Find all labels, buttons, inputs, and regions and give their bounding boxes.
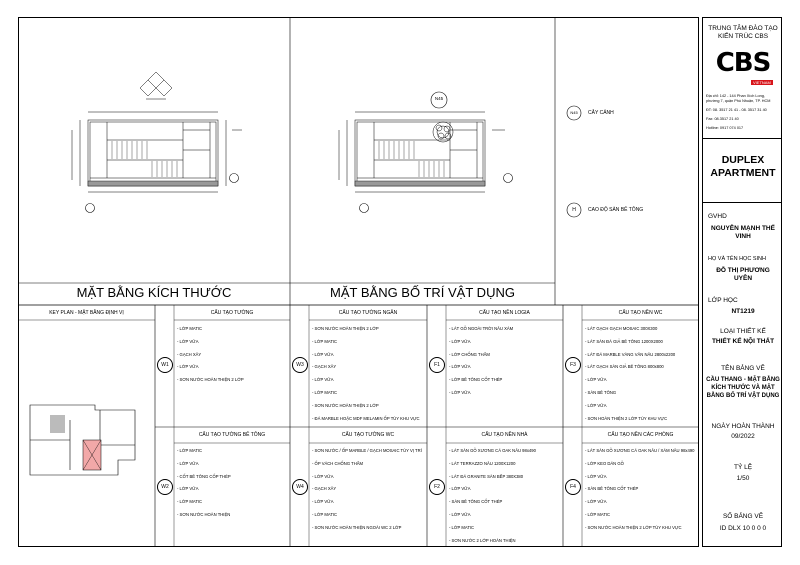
spec-item: - SƠN NƯỚC HOÀN THIỆN 2 LỚP [312, 402, 379, 408]
spec-item: - LỚP VỮA [449, 390, 471, 395]
spec-item: - LỚP MATIC [312, 512, 338, 517]
spec-item: - LÁT SÀN GỖ XƯƠNG CÁ OAK NÂU / XÁM NÂU 98x490 [585, 448, 695, 453]
phone: ĐT: 08. 3517 21 41 - 08. 3517 31 40 [706, 108, 767, 112]
drawing-name-label: TÊN BẢNG VẼ [721, 365, 765, 372]
spec-code: F2 [429, 479, 445, 495]
spec-title: CẤU TẠO TƯỜNG NGĂN [338, 310, 398, 316]
date-label: NGÀY HOÀN THÀNH [711, 423, 775, 430]
spec-item: - LÁT TERRAZZO NÂU 1200X1200 [449, 460, 516, 466]
project-name: DUPLEX APARTMENT [710, 154, 776, 179]
spec-title: CẤU TẠO TƯỜNG BÊ TÔNG [198, 432, 266, 438]
spec-title: CẤU TẠO NỀN LOGIA [479, 310, 530, 316]
spec-item: - LỚP VỮA [585, 473, 607, 479]
spec-item: - LÁT GẠCH GẠCH MOSAIC 300X300 [585, 326, 658, 331]
spec-item: - GẠCH XÂY [177, 351, 202, 357]
hotline: Hotline: 0917 074 017 [706, 126, 744, 130]
spec-item: - LÁT ĐÁ GRANITE SÀN BẾP 380X380 [449, 473, 524, 479]
spec-item: - LỚP VỮA [449, 512, 471, 517]
right-plan-title: MẶT BẰNG BỐ TRÍ VẬT DỤNG [330, 285, 515, 300]
spec-item: - LỚP MATIC [177, 499, 203, 505]
spec-item: - LỚP CHỐNG THẤM [449, 351, 490, 357]
spec-item: - LỚP VỮA [449, 338, 471, 344]
scale-value: 1/50 [736, 475, 750, 482]
spec-code: W1 [157, 357, 173, 373]
spec-item: - LỚP VỮA [312, 351, 334, 357]
spec-code: F3 [565, 357, 581, 373]
spec-item: - LỚP MATIC [312, 338, 338, 344]
gvhd-name: NGUYỄN MẠNH THẾ VINH [711, 225, 775, 240]
spec-title: CẤU TẠO NỀN CÁC PHÒNG [607, 432, 674, 438]
address-line-1: Địa chỉ: 142 - 144 Phan Xích Long, [706, 94, 765, 98]
spec-item: - LỚP BÊ TÔNG CỐT THÉP [449, 377, 503, 383]
class-label: LỚP HỌC [708, 297, 738, 304]
spec-item: - LỚP VỮA [585, 402, 607, 408]
spec-item: - LỚP KEO DÁN GỖ [585, 460, 624, 466]
spec-code: F4 [565, 479, 581, 495]
spec-item: - LỚP MATIC [585, 512, 611, 517]
spec-item: - SƠN NƯỚC HOÀN THIỆN 2 LỚP [177, 377, 244, 383]
student-name: ĐỖ THỊ PHƯƠNG UYÊN [716, 267, 770, 282]
address-line-2: phường 7, quận Phú Nhuận, TP. HCM [706, 99, 771, 103]
spec-item: - LÁT GỖ NGOÀI TRỜI NÂU XÁM [449, 326, 514, 331]
spec-title: CẤU TẠO TƯỜNG WC [341, 432, 395, 438]
title-block [702, 17, 782, 547]
design-type-value: THIẾT KẾ NỘI THẤT [711, 338, 775, 345]
student-label: HỌ VÀ TÊN HỌC SINH [708, 256, 766, 262]
sheet-label: SỐ BẢNG VẼ [722, 513, 764, 520]
spec-item: - CỐT BÊ TÔNG CỐP THÉP [177, 473, 231, 479]
spec-item: - SƠN NƯỚC 2 LỚP HOÀN THIỆN [449, 537, 516, 543]
spec-item: - LỚP VỮA [177, 364, 199, 370]
spec-item: - LỚP VỮA [312, 377, 334, 383]
org-line-2: KIẾN TRÚC CBS [717, 33, 769, 40]
spec-item: - SƠN HOÀN THIỆN 2 LỚP TÙY KHU VỰC [585, 415, 668, 421]
legend-label-n45: CÂY CẢNH [588, 110, 614, 116]
spec-item: - LỚP MATIC [449, 524, 475, 530]
spec-item: - SƠN NƯỚC HOÀN THIỆN [177, 512, 231, 517]
spec-item: - LỚP VỮA [177, 338, 199, 344]
spec-item: - SÀN BÊ TÔNG CỐT THÉP [585, 486, 639, 492]
gvhd-label: GVHD [708, 213, 727, 220]
spec-item: - GẠCH XÂY [312, 486, 337, 492]
class-value: NT1219 [731, 308, 755, 315]
drawing-name-value: CẦU THANG - MẶT BẰNG KÍCH THƯỚC VÀ MẶT BẰNG BỐ TRÍ VẬT DỤNG [706, 377, 780, 399]
spec-item: - LÁT ĐÁ MARBLE VÀNG VÂN NÂU 2800x2200 [585, 351, 676, 357]
scale-label: TỶ LỆ [733, 464, 753, 471]
spec-code: W2 [157, 479, 173, 495]
spec-title: CẤU TẠO TƯỜNG [210, 310, 254, 316]
org-line-1: TRUNG TÂM ĐÀO TẠO [708, 25, 778, 32]
spec-item: - LỚP VỮA [449, 486, 471, 492]
spec-item: - LỚP VỮA [585, 499, 607, 505]
spec-item: - LỚP VỮA [177, 460, 199, 466]
spec-title: CẤU TẠO NỀN NHÀ [481, 432, 528, 438]
spec-item: - LỚP VỮA [449, 364, 471, 370]
cbs-logo: CBS VIETNAM [715, 48, 771, 85]
spec-code: W4 [292, 479, 308, 495]
spec-item: - SƠN NƯỚC HOÀN THIỆN 2 LỚP [312, 326, 379, 331]
spec-item: - LỚP MATIC [177, 326, 203, 331]
keyplan-title: KEY PLAN - MẶT BẰNG ĐỊNH VỊ [49, 310, 124, 316]
spec-item: - LỚP MATIC [177, 448, 203, 453]
date-value: 09/2022 [731, 433, 755, 440]
design-type-label: LOẠI THIẾT KẾ [720, 328, 766, 335]
spec-item: - SÀN BÊ TÔNG CỐT THÉP [449, 499, 503, 505]
spec-item: - LÁT GẠCH SÀN GIẢ BÊ TÔNG 800x800 [585, 364, 664, 370]
n45-tag: N45 [434, 96, 444, 101]
legend-code-h: H [572, 207, 576, 213]
spec-item: - LÁT SÀN ĐÁ GIẢ BÊ TÔNG 1200X2000 [585, 338, 663, 344]
spec-item: - SÀN BÊ TÔNG [585, 390, 617, 395]
spec-item: - SƠN NƯỚC / ỐP MARBLE / GẠCH MOSAIC TÙY VỊ TRÍ [312, 448, 422, 453]
legend-label-h: CAO ĐỘ SÀN BÊ TÔNG [588, 207, 644, 213]
spec-item: - SƠN NƯỚC HOÀN THIỆN 2 LỚP TÙY KHU VỰC [585, 524, 682, 530]
spec-item: - ỐP VÁCH CHỐNG THẤM [312, 460, 364, 466]
legend-code-n45: N45 [570, 110, 578, 115]
spec-item: - LỚP VỮA [312, 499, 334, 505]
spec-title: CẤU TẠO NỀN WC [618, 310, 663, 316]
spec-item: - ĐÁ MARBLE HOẶC MDF MELAMIN ỐP TÙY KHU VỰC [312, 415, 420, 421]
spec-item: - LỚP VỮA [312, 473, 334, 479]
sheet-value: ID DLX 10 0 0 0 [719, 525, 767, 532]
contact-info [706, 94, 770, 131]
spec-code: F1 [429, 357, 445, 373]
spec-item: - LÁT SÀN GỖ XƯƠNG CÁ OAK NÂU 98x490 [449, 448, 536, 453]
spec-item: - LỚP MATIC [312, 390, 338, 395]
spec-item: - SƠN NƯỚC HOÀN THIỆN NGOÀI WC 2 LỚP [312, 524, 402, 530]
spec-item: - LỚP VỮA [177, 486, 199, 492]
fax: Fax: 08.3517 21 40 [706, 117, 739, 121]
spec-code: W3 [292, 357, 308, 373]
spec-item: - LỚP VỮA [585, 377, 607, 383]
spec-item: - GẠCH XÂY [312, 364, 337, 370]
left-plan-title: MẶT BẰNG KÍCH THƯỚC [76, 285, 232, 300]
